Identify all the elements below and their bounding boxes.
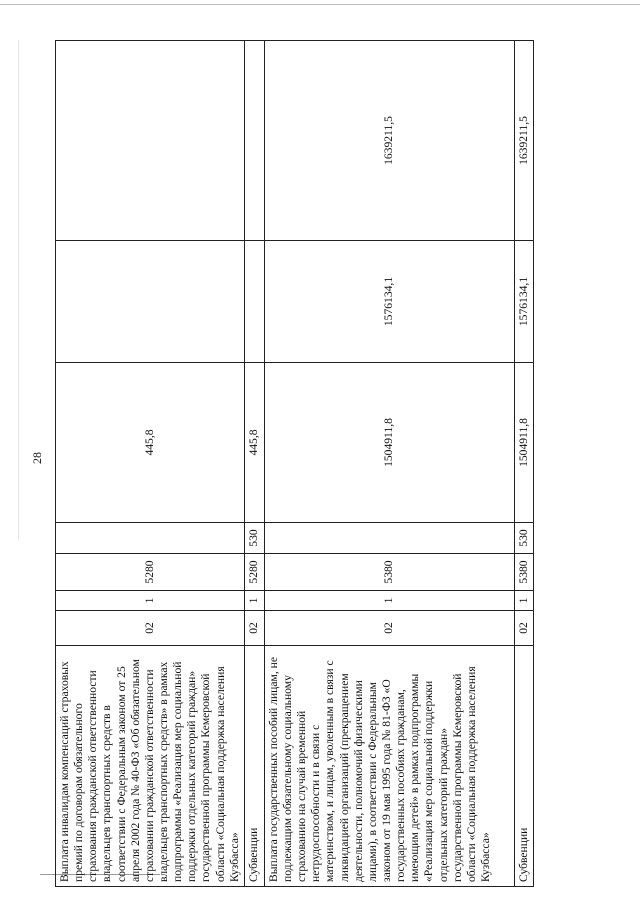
amount-year-2 bbox=[244, 241, 264, 363]
scan-edge-top bbox=[0, 4, 640, 5]
expense-type-code: 530 bbox=[244, 523, 264, 554]
table-row bbox=[264, 41, 514, 887]
section-code: 02 bbox=[514, 611, 533, 646]
table-row bbox=[56, 41, 245, 887]
amount-year-3 bbox=[56, 41, 245, 241]
amount-year-1: 445,8 bbox=[244, 363, 264, 523]
table-container bbox=[55, 41, 528, 887]
scan-edge-left bbox=[18, 40, 19, 540]
target-code: 5380 bbox=[264, 554, 514, 591]
page-number: 28 bbox=[30, 452, 44, 464]
amount-year-2: 1576134,1 bbox=[514, 241, 533, 363]
expense-type-code: 530 bbox=[514, 523, 533, 554]
program-code: 1 bbox=[56, 591, 245, 611]
section-code: 02 bbox=[264, 611, 514, 646]
row-description: Субвенции bbox=[244, 646, 264, 887]
amount-year-1: 1504911,8 bbox=[514, 363, 533, 523]
section-code: 02 bbox=[56, 611, 245, 646]
budget-table bbox=[55, 40, 534, 887]
section-code: 02 bbox=[244, 611, 264, 646]
amount-year-2: 1576134,1 bbox=[264, 241, 514, 363]
amount-year-1: 445,8 bbox=[56, 363, 245, 523]
expense-type-code bbox=[264, 523, 514, 554]
amount-year-1: 1504911,8 bbox=[264, 363, 514, 523]
expense-type-code bbox=[56, 523, 245, 554]
row-description: Выплата государственных пособий лицам, не подлежащим обязательному социальному страхованию на случай временной нетрудоспособности и в связи с материнством, и лицам, уволенным в связи с ликвидацией организаций (прекращением деятельности, полномочий физическими лицами), в соответствии с Федеральным законом от 19 мая 1995 года № 81-ФЗ «О государственных пособиях гражданам, имеющим детей» в рамках подпрограммы «Реализация мер социальной поддержки отдельных категорий граждан» государственной программы Кемеровской области «Социальная поддержка населения Кузбасса» bbox=[264, 646, 514, 887]
program-code: 1 bbox=[514, 591, 533, 611]
target-code: 5280 bbox=[56, 554, 245, 591]
table-row bbox=[244, 41, 264, 887]
amount-year-3 bbox=[244, 41, 264, 241]
amount-year-3: 1639211,5 bbox=[514, 41, 533, 241]
program-code: 1 bbox=[244, 591, 264, 611]
target-code: 5380 bbox=[514, 554, 533, 591]
row-description: Выплата инвалидам компенсаций страховых премий по договорам обязательного страхования гражданской ответственности владельцев транспортных средств в соответствии с Федеральным законом от 25 апреля 2002 года № 40-ФЗ «Об обязательном страховании гражданской ответственности владельцев транспортных средств» в рамках подпрограммы «Реализация мер социальной поддержки отдельных категорий граждан» государственной программы Кемеровской области «Социальная поддержка населения Кузбасса» bbox=[56, 646, 245, 887]
program-code: 1 bbox=[264, 591, 514, 611]
row-description: Субвенции bbox=[514, 646, 533, 887]
table-row bbox=[514, 41, 533, 887]
amount-year-3: 1639211,5 bbox=[264, 41, 514, 241]
target-code: 5280 bbox=[244, 554, 264, 591]
amount-year-2 bbox=[56, 241, 245, 363]
